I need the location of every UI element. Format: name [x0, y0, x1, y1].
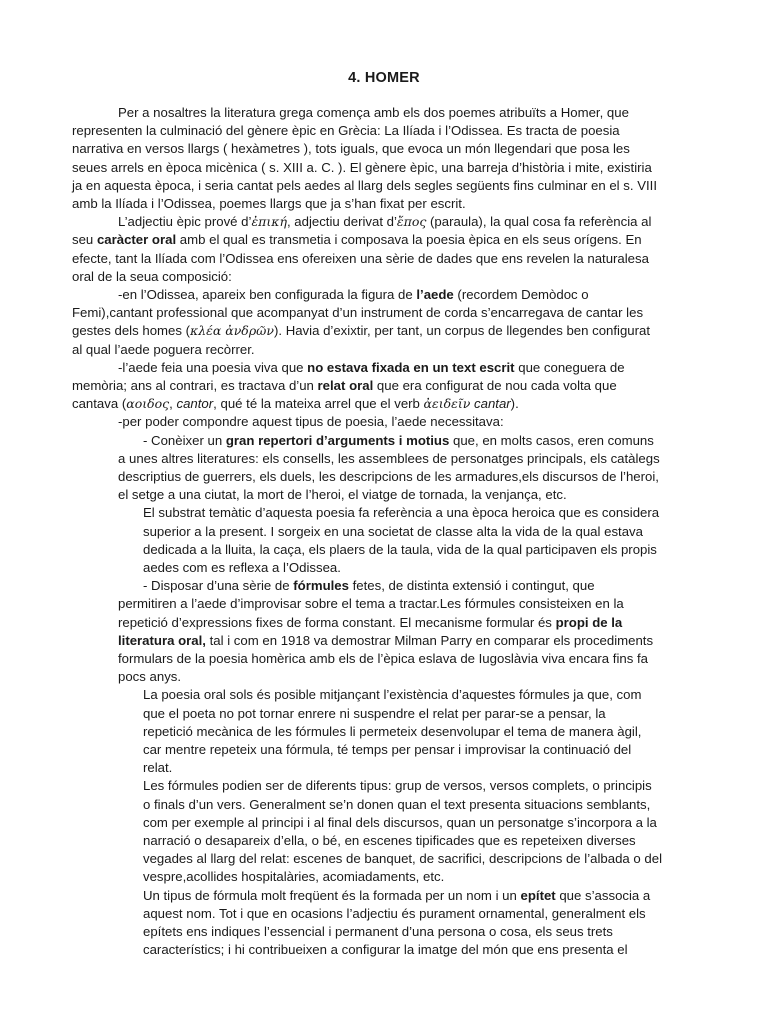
greek-term: ἐπική: [251, 214, 287, 230]
text-line: [143, 723, 641, 741]
text-line: [72, 341, 255, 359]
text-line: [118, 213, 651, 231]
text-segment: epítets ens indiques l’essencial i permanent d’una persona o cosa, els seus trets: [143, 924, 613, 939]
text-line: [118, 286, 589, 304]
text-line: [72, 195, 466, 213]
greek-term: ἔπος: [396, 214, 427, 230]
text-line: [143, 923, 613, 941]
italic-term: cantor: [176, 396, 214, 412]
text-line: [143, 432, 654, 450]
text-segment: vespre,acollides hospitalàries, acomiadaments, etc.: [143, 869, 445, 885]
text-segment: Les fórmules podien ser de diferents tipus: grup de versos, versos complets, o principis: [143, 778, 652, 794]
text-line: [143, 559, 341, 577]
text-line: [143, 814, 657, 832]
text-segment: seu: [72, 232, 97, 248]
text-segment: tal i com en 1918 va demostrar Milman Parry en comparar els procediments: [205, 632, 654, 648]
text-line: [143, 905, 646, 923]
text-segment: pocs anys.: [118, 669, 182, 685]
text-segment: a unes altres literatures: els consells, les assemblees de personatges principals, els catàlegs: [118, 450, 660, 466]
text-line: [72, 268, 232, 286]
greek-term: κλέα ἀνδρῶν: [190, 323, 274, 339]
text-segment: El substrat temàtic d’aquesta poesia fa referència a una època heroica que es considera: [143, 505, 660, 521]
text-line: [118, 413, 504, 431]
text-line: [118, 468, 659, 486]
text-line: [72, 395, 519, 413]
text-segment: representen la culminació del gènere èpic en Grècia: La Ilíada i l’Odissea. Es tracta de poesia: [72, 123, 620, 139]
bold-term: propi de la: [555, 614, 623, 630]
text-line: [72, 177, 657, 195]
bold-term: no estava fixada en un text escrit: [307, 359, 515, 375]
text-segment: ,: [169, 396, 177, 412]
text-line: [72, 304, 643, 322]
text-segment: formulars de la poesia homèrica amb els de l’èpica eslava de Iugoslàvia viva encara fins fa: [118, 651, 648, 666]
text-line: [72, 159, 652, 177]
text-segment: descriptius de guerrers, els duels, les descripcions de les armadures,els discursos de l’heroi,: [118, 469, 659, 484]
text-line: [143, 887, 650, 905]
text-segment: -en l’Odissea, apareix ben configurada la figura de: [118, 287, 417, 302]
text-segment: - Conèixer un: [143, 432, 226, 448]
text-segment: L’adjectiu èpic prové d’: [118, 214, 252, 230]
text-segment: o finals d’un vers. Generalment se’n donen quan el text presenta situacions semblants,: [143, 796, 651, 812]
text-segment: el setge a una ciutat, la mort de l’heroi, el viatge de tornada, la venjança, etc.: [118, 487, 567, 503]
text-segment: memòria; ans al contrari, es tractava d’un: [72, 378, 318, 393]
text-segment: aedes com es reflexa a l’Odissea.: [143, 560, 341, 575]
text-line: [143, 523, 643, 541]
text-segment: permitiren a l’aede d’improvisar sobre el tema a tractar.Les fórmules consisteixen en la: [118, 596, 624, 612]
text-segment: ). Havia d’exixtir, per tant, un corpus de llegendes ben configurat: [273, 323, 651, 339]
text-segment: - Disposar d’una sèrie de: [143, 578, 294, 594]
text-segment: que era configurat de nou cada volta que: [373, 378, 617, 393]
text-segment: amb la Ilíada i l’Odissea, poemes llargs que ja s’han fixat per escrit.: [72, 196, 466, 211]
text-segment: fetes, de distinta extensió i contingut, que: [348, 578, 595, 594]
text-segment: , qué té la mateixa arrel que el verb: [213, 396, 424, 412]
bold-term: caràcter oral: [96, 232, 177, 248]
text-line: [118, 614, 622, 632]
text-line: [143, 796, 650, 814]
italic-term: cantar: [474, 396, 511, 412]
text-segment: amb el qual es transmetia i composava la poesia èpica en els seus orígens. En: [176, 232, 642, 248]
text-segment: vegades al llarg del relat: escenes de banquet, de sacrifici, descripcions de l’albada o del: [143, 851, 663, 867]
text-line: [143, 541, 657, 559]
greek-term: ἀειδεῖν: [423, 396, 471, 412]
text-segment: , adjectiu derivat d’: [286, 214, 397, 230]
text-line: [143, 777, 652, 795]
text-segment: cantava (: [72, 396, 127, 412]
text-line: [143, 941, 628, 959]
text-line: [118, 632, 653, 650]
text-segment: característics; i hi contribueixen a configurar la imatge del món que ens presenta el: [143, 942, 628, 958]
text-line: [143, 832, 636, 850]
text-line: [72, 122, 620, 140]
bold-term: fórmules: [293, 578, 349, 594]
text-line: [118, 595, 624, 613]
text-segment: seues arrels en època micènica ( s. XIII a. C. ). El gènere èpic, una barreja d’història i mite, existiria: [72, 159, 652, 175]
page-title: 4. HOMER: [348, 70, 420, 86]
bold-term: gran repertori d’arguments i motius: [225, 432, 450, 448]
text-segment: relat.: [143, 760, 173, 776]
text-line: [143, 759, 172, 777]
text-segment: gestes dels homes (: [72, 323, 191, 339]
text-segment: car mentre repeteix una fórmula, té temps per pensar i improvisar la continuació del: [143, 742, 632, 757]
text-segment: al qual l’aede poguera recòrrer.: [72, 341, 255, 357]
text-segment: -per poder compondre aquest tipus de poesia, l’aede necessitava:: [118, 414, 504, 430]
text-segment: dedicada a la lluita, la caça, els plaers de la taula, vida de la qual participaven els propis: [143, 541, 657, 557]
text-line: [118, 650, 648, 668]
text-segment: superior a la present. I sorgeix en una societat de classe alta la vida de la qual estava: [143, 523, 643, 539]
text-segment: aquest nom. Tot i que en ocasions l’adjectiu és purament ornamental, generalment els: [143, 905, 646, 921]
bold-term: relat oral: [317, 378, 374, 393]
text-segment: que coneguera de: [514, 359, 625, 375]
text-line: [72, 231, 642, 249]
text-line: [118, 359, 625, 377]
text-segment: que s’associa a: [555, 887, 651, 903]
text-line: [118, 668, 181, 686]
bold-term: l’aede: [416, 287, 454, 302]
text-segment: com per exemple al principi i al final dels discursos, quan un personatge s’incorpora a la: [143, 814, 657, 830]
text-segment: repetició mecànica de les fórmules li permeteix desenvolupar el tema de manera àgil,: [143, 723, 642, 739]
text-segment: Femi),cantant professional que acompanyat d’un instrument de corda s’encarregava de cantar les: [72, 305, 644, 321]
text-segment: oral de la seua composició:: [72, 268, 232, 284]
text-line: [72, 140, 630, 158]
text-line: [143, 686, 641, 704]
text-segment: efecte, tant la Ilíada com l’Odissea ens ofereixen una sèrie de dades que ens revelen la naturalesa: [72, 250, 649, 266]
text-segment: que el poeta no pot tornar enrere ni suspendre el relat per parar-se a pensar, la: [143, 705, 606, 721]
text-segment: -l’aede feia una poesia viva que: [118, 359, 308, 375]
text-segment: narrativa en versos llargs ( hexàmetres ), tots iguals, que evoca un món llegendari que posa les: [72, 141, 630, 157]
text-line: [72, 377, 617, 395]
text-segment: que, en molts casos, eren comuns: [449, 432, 654, 448]
text-line: [143, 850, 662, 868]
text-line: [143, 577, 595, 595]
text-line: [118, 450, 660, 468]
text-segment: narració o desapareix d’ella, o bé, en escenes tipificades que es repeteixen diverses: [143, 833, 636, 848]
text-line: [118, 486, 567, 504]
text-line: [143, 705, 606, 723]
text-segment: Per a nosaltres la literatura grega comença amb els dos poemes atribuïts a Homer, que: [118, 105, 629, 120]
text-line: [72, 322, 650, 340]
text-line: [143, 504, 659, 522]
text-line: [143, 741, 631, 759]
bold-term: literatura oral,: [118, 632, 206, 648]
text-segment: repetició d’expressions fixes de forma constant. El mecanisme formular és: [118, 614, 556, 630]
text-segment: ).: [510, 396, 519, 412]
text-segment: La poesia oral sols és posible mitjançant l’existència d’aquestes fórmules ja que, com: [143, 687, 642, 703]
greek-term: αοιδος: [126, 396, 170, 412]
bold-term: epítet: [520, 887, 556, 903]
text-segment: (paraula), la qual cosa fa referència al: [426, 214, 652, 230]
text-line: [72, 250, 649, 268]
text-segment: (recordem Demòdoc o: [453, 287, 589, 302]
text-segment: ja en aquesta època, i seria cantat pels aedes al llarg dels segles següents fins culminar en el s. VIII: [72, 177, 657, 193]
text-line: [118, 104, 629, 122]
text-line: [143, 868, 444, 886]
text-segment: Un tipus de fórmula molt freqüent és la formada per un nom i un: [143, 887, 521, 903]
